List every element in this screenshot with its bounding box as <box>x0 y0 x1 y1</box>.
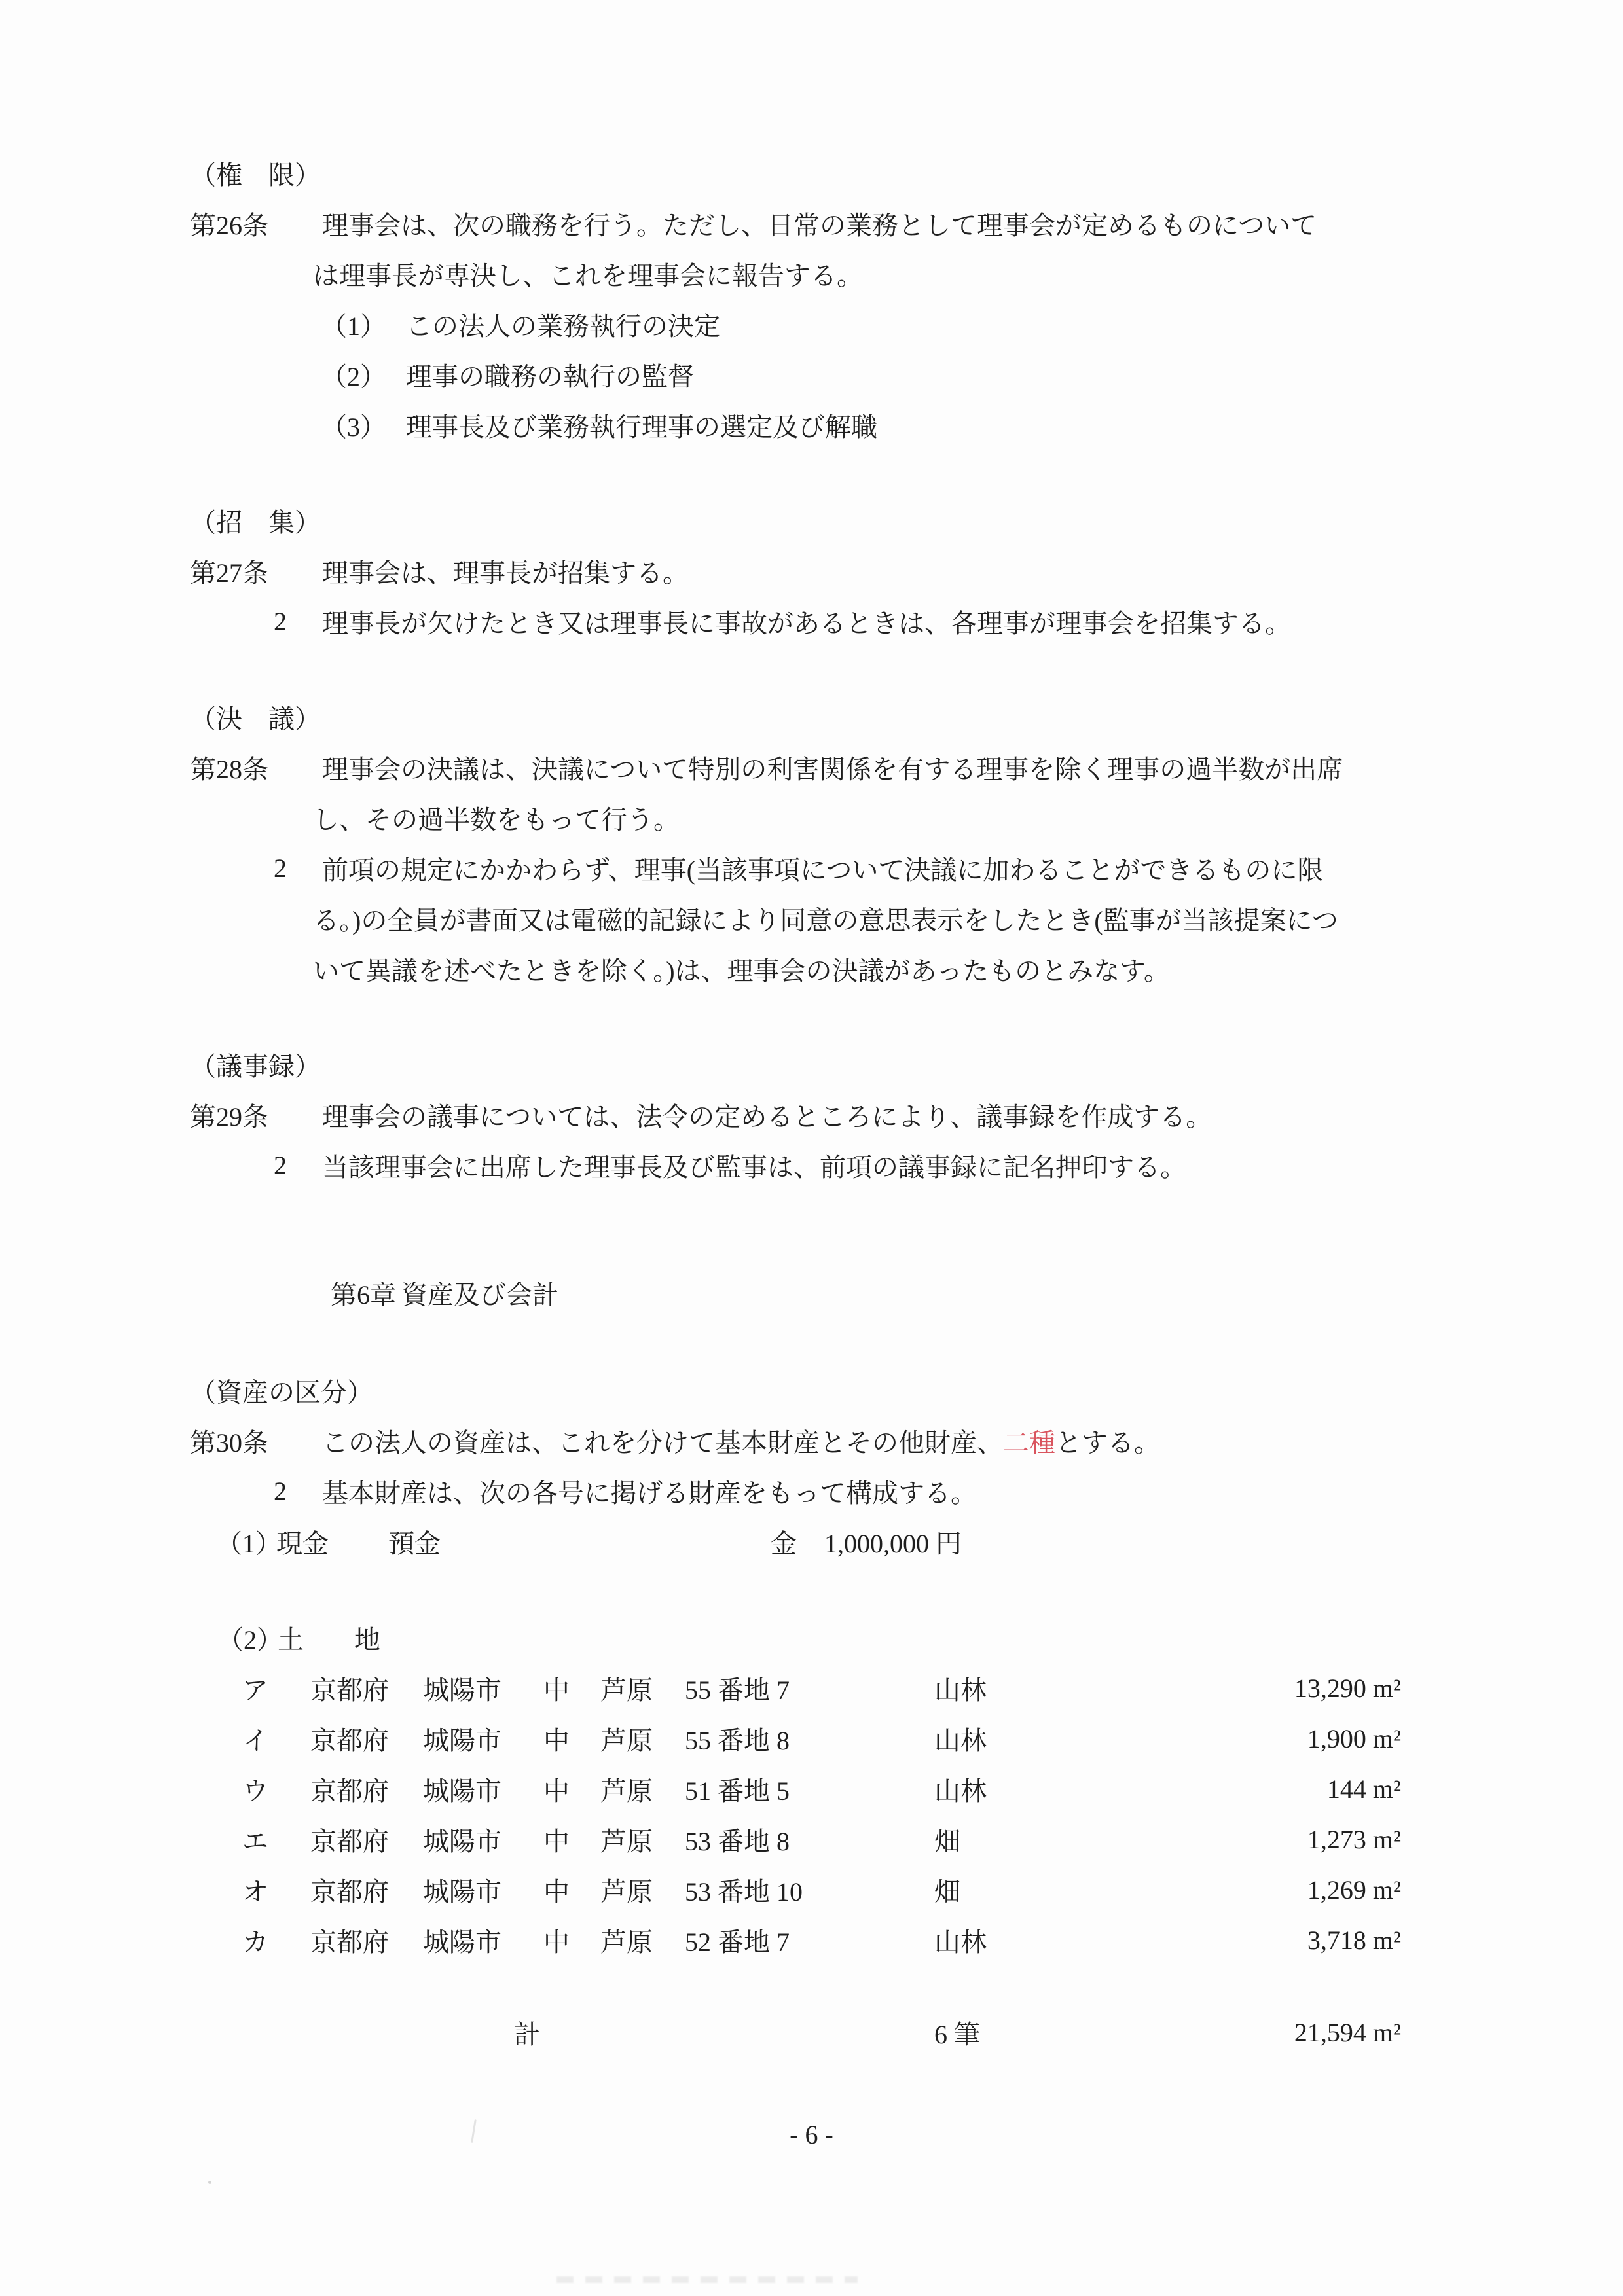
land-row-kana: ア <box>242 1676 268 1705</box>
article-30-para2 <box>0 1466 1623 1516</box>
land-row-lot: 53 番地 10 <box>685 1877 803 1907</box>
asset-land-label-b: 地 <box>354 1625 380 1655</box>
asset-land-heading <box>0 1613 1623 1663</box>
heading-minutes-label: （議事録） <box>190 1052 321 1081</box>
land-row-city: 城陽市 <box>423 1928 501 1957</box>
land-row-type: 山林 <box>934 1928 987 1957</box>
land-row-oaza: 中 <box>543 1676 570 1705</box>
land-row-oaza: 中 <box>543 1928 570 1957</box>
article-28-text1: 理事会の決議は、決議について特別の利害関係を有する理事を除く理事の過半数が出席 <box>322 755 1343 784</box>
land-row-pref: 京都府 <box>310 1776 389 1806</box>
article-29-para2 <box>0 1140 1623 1191</box>
article-29-text1: 理事会の議事については、法令の定めるところにより、議事録を作成する。 <box>322 1102 1213 1132</box>
article-28-para2-text1: 前項の規定にかかわらず、理事(当該事項について決議に加わることができるものに限 <box>322 855 1324 885</box>
asset-cash-prefix: 金 <box>771 1529 797 1558</box>
land-total-row <box>0 2007 1623 2058</box>
land-row-oaza: 中 <box>543 1726 570 1755</box>
article-28-para2-text3: いて異議を述べたときを除く。)は、理事会の決議があったものとみなす。 <box>313 956 1170 986</box>
heading-assets-label: （資産の区分） <box>190 1378 373 1407</box>
land-row-kana: エ <box>242 1827 268 1856</box>
land-row-area: 3,718 m² <box>1307 1926 1401 1955</box>
article-29-para2-number: 2 <box>274 1151 287 1180</box>
chapter-6-number: 第6章 <box>331 1280 396 1310</box>
land-row-area: 1,269 m² <box>1307 1875 1401 1905</box>
land-row-aza: 芦原 <box>600 1827 653 1856</box>
article-27-para2-number: 2 <box>274 607 287 636</box>
land-row-city: 城陽市 <box>423 1827 501 1856</box>
land-total-area: 21,594 m² <box>1294 2018 1401 2047</box>
article-28-para2-line3 <box>0 944 1623 994</box>
article-27-para2-text: 理事長が欠けたとき又は理事長に事故があるときは、各理事が理事会を招集する。 <box>322 609 1291 638</box>
land-row-ka <box>0 1915 1623 1965</box>
land-row-lot: 55 番地 8 <box>685 1726 790 1755</box>
article-26-text2: は理事長が専決し、これを理事会に報告する。 <box>313 261 863 291</box>
land-row-aza: 芦原 <box>600 1877 653 1907</box>
article-26-item-3 <box>0 400 1623 450</box>
article-26-text1: 理事会は、次の職務を行う。ただし、日常の業務として理事会が定めるものについて <box>322 211 1317 240</box>
article-27-text1: 理事会は、理事長が招集する。 <box>322 558 689 588</box>
article-28-number: 第28条 <box>190 755 268 784</box>
land-row-aza: 芦原 <box>600 1676 653 1705</box>
land-total-label: 計 <box>514 2020 540 2049</box>
land-row-kana: カ <box>242 1928 268 1957</box>
article-30-text-after: とする。 <box>1055 1428 1160 1458</box>
article-30-number: 第30条 <box>190 1428 268 1458</box>
asset-cash-sublabel: 預金 <box>388 1529 441 1558</box>
item-2-number: （2） <box>321 362 386 391</box>
land-row-area: 1,900 m² <box>1307 1724 1401 1753</box>
land-total-count: 6 筆 <box>934 2020 980 2049</box>
land-row-city: 城陽市 <box>423 1877 501 1907</box>
asset-land-number: （2） <box>217 1625 283 1655</box>
land-row-a <box>0 1663 1623 1713</box>
land-row-type: 畑 <box>934 1827 960 1856</box>
page-number <box>0 2109 1623 2160</box>
land-row-pref: 京都府 <box>310 1928 389 1957</box>
land-row-pref: 京都府 <box>310 1726 389 1755</box>
heading-authority <box>0 148 1623 198</box>
heading-convocation <box>0 495 1623 546</box>
land-row-city: 城陽市 <box>423 1676 501 1705</box>
article-26-line1 <box>0 198 1623 249</box>
article-26-number: 第26条 <box>190 211 268 240</box>
heading-minutes <box>0 1039 1623 1090</box>
article-29-number: 第29条 <box>190 1102 268 1132</box>
land-row-oaza: 中 <box>543 1827 570 1856</box>
item-2-text: 理事の職務の執行の監督 <box>406 362 694 391</box>
heading-resolution-label: （決 議） <box>190 704 321 734</box>
item-3-text: 理事長及び業務執行理事の選定及び解職 <box>406 412 877 442</box>
article-28-line2 <box>0 793 1623 843</box>
article-30-para2-text: 基本財産は、次の各号に掲げる財産をもって構成する。 <box>322 1479 977 1508</box>
chapter-6-title: 資産及び会計 <box>401 1280 558 1310</box>
land-row-kana: オ <box>242 1877 268 1907</box>
article-28-para2-line2 <box>0 893 1623 944</box>
article-28-para2-line1 <box>0 843 1623 893</box>
land-row-oaza: 中 <box>543 1776 570 1806</box>
land-row-kana: ウ <box>242 1776 268 1806</box>
item-3-number: （3） <box>321 412 386 442</box>
land-row-aza: 芦原 <box>600 1776 653 1806</box>
asset-cash-label: 現金 <box>276 1529 329 1558</box>
land-row-area: 13,290 m² <box>1294 1674 1401 1703</box>
article-27-para2 <box>0 596 1623 647</box>
land-row-type: 畑 <box>934 1877 960 1907</box>
land-row-e <box>0 1814 1623 1865</box>
article-26-line2 <box>0 249 1623 299</box>
land-row-pref: 京都府 <box>310 1877 389 1907</box>
land-row-type: 山林 <box>934 1776 987 1806</box>
article-26-item-1 <box>0 299 1623 350</box>
land-row-i <box>0 1713 1623 1764</box>
article-27-number: 第27条 <box>190 558 268 588</box>
article-26-item-2 <box>0 350 1623 400</box>
scan-artifact-dot <box>208 2181 211 2184</box>
scan-artifact-footer <box>556 2276 858 2283</box>
land-row-lot: 51 番地 5 <box>685 1776 790 1806</box>
asset-cash-line <box>0 1516 1623 1567</box>
land-row-oaza: 中 <box>543 1877 570 1907</box>
chapter-6-heading <box>0 1268 1623 1318</box>
heading-convocation-label: （招 集） <box>190 508 321 537</box>
article-27-line1 <box>0 546 1623 596</box>
land-row-lot: 53 番地 8 <box>685 1827 790 1856</box>
heading-resolution <box>0 692 1623 742</box>
land-row-pref: 京都府 <box>310 1676 389 1705</box>
land-row-city: 城陽市 <box>423 1776 501 1806</box>
land-row-o <box>0 1865 1623 1915</box>
land-row-city: 城陽市 <box>423 1726 501 1755</box>
article-28-para2-number: 2 <box>274 853 287 883</box>
land-row-lot: 55 番地 7 <box>685 1676 790 1705</box>
article-30-para2-number: 2 <box>274 1477 287 1506</box>
item-1-text: この法人の業務執行の決定 <box>406 312 720 341</box>
heading-authority-label: （権 限） <box>190 160 321 190</box>
land-row-area: 1,273 m² <box>1307 1825 1401 1854</box>
asset-cash-amount: 1,000,000 円 <box>824 1529 962 1558</box>
asset-land-label-a: 土 <box>278 1625 304 1655</box>
article-30-line1 <box>0 1416 1623 1466</box>
land-row-type: 山林 <box>934 1726 987 1755</box>
article-28-text2: し、その過半数をもって行う。 <box>313 805 680 834</box>
land-row-type: 山林 <box>934 1676 987 1705</box>
article-30-text-red: 二種 <box>1003 1428 1055 1458</box>
page-number-label: - 6 - <box>790 2120 833 2149</box>
article-29-line1 <box>0 1090 1623 1140</box>
article-28-line1 <box>0 742 1623 793</box>
article-30-text-before: この法人の資産は、これを分けて基本財産とその他財産、 <box>322 1428 1003 1458</box>
land-row-area: 144 m² <box>1326 1774 1401 1804</box>
land-row-pref: 京都府 <box>310 1827 389 1856</box>
land-row-kana: イ <box>242 1726 268 1755</box>
land-row-aza: 芦原 <box>600 1928 653 1957</box>
article-29-para2-text: 当該理事会に出席した理事長及び監事は、前項の議事録に記名押印する。 <box>322 1153 1186 1182</box>
land-row-aza: 芦原 <box>600 1726 653 1755</box>
article-28-para2-text2: る。)の全員が書面又は電磁的記録により同意の意思表示をしたとき(監事が当該提案につ <box>313 906 1338 935</box>
item-1-number: （1） <box>321 312 386 341</box>
asset-cash-number: （1） <box>216 1529 282 1558</box>
land-row-u <box>0 1764 1623 1814</box>
land-row-lot: 52 番地 7 <box>685 1928 790 1957</box>
heading-assets <box>0 1365 1623 1416</box>
